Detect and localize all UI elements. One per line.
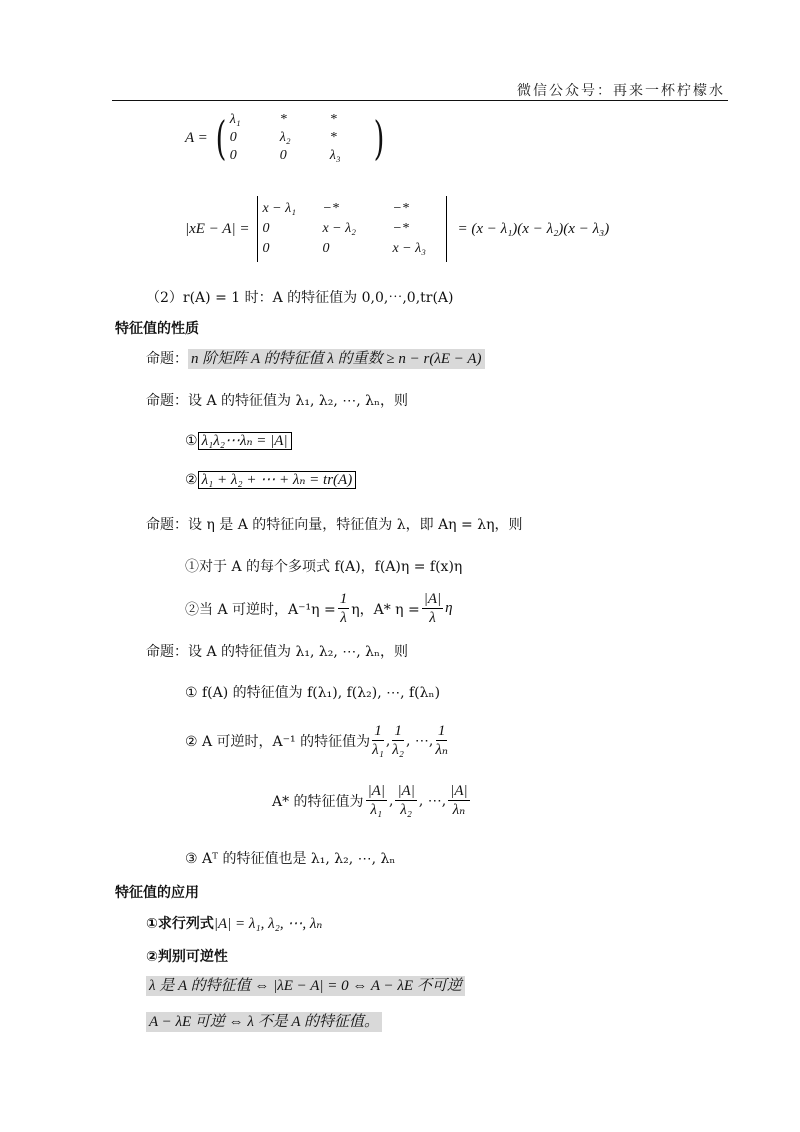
matrix-cell: λ₂ (279, 130, 291, 145)
app2-line2-highlight: A − λE 可逆 ⇔ λ 不是 A 的特征值。 (146, 1012, 382, 1032)
prop2-item1-box: λ₁λ₂⋯λₙ = |A| (198, 432, 292, 450)
app2-line1 (146, 974, 465, 995)
matrix-cell: * (329, 112, 337, 127)
frac-den: λ₂ (400, 802, 412, 818)
prop1-highlight: n 阶矩阵 A 的特征值 λ 的重数 ≥ n − r(λE − A) (188, 349, 485, 369)
frac-num: 1 (437, 723, 446, 739)
frac-num: 1 (394, 723, 402, 739)
frac-den: λ₁ (372, 742, 384, 758)
fraction (422, 590, 443, 627)
frac-num: |A| (367, 783, 385, 799)
separator: , ⋯, (418, 792, 447, 809)
det-cell: x − λ₂ (322, 221, 357, 236)
fraction (392, 722, 404, 759)
frac-den: λ₂ (392, 742, 405, 758)
separator: , (385, 732, 391, 749)
header-rule (112, 100, 728, 101)
prop3 (146, 514, 522, 534)
item-mark: ② (185, 472, 198, 488)
frac-den: λ (429, 610, 436, 626)
frac-den: λₙ (452, 802, 466, 818)
fraction (435, 722, 448, 759)
prop4-label: 命题： (146, 644, 188, 660)
app2-line2 (146, 1010, 382, 1031)
prop2-item1 (185, 431, 292, 450)
prop2-text: 设 A 的特征值为 λ₁, λ₂, ⋯, λₙ，则 (188, 393, 409, 409)
frac-num: |A| (397, 783, 415, 799)
frac-den: λ (340, 610, 347, 626)
app1-label: ①求行列式 (146, 916, 214, 932)
section-applications-title: 特征值的应用 (115, 885, 199, 901)
prop3-item2-end: η (445, 600, 453, 616)
matrix-cell: 0 (229, 130, 237, 145)
separator: , ⋯, (406, 732, 434, 749)
prop3-item2-mid: η，A* η = (351, 601, 420, 618)
prop1-label: 命题： (146, 351, 188, 367)
prop4-item1: ① f(A) 的特征值为 f(λ₁), f(λ₂), ⋯, f(λₙ) (185, 685, 441, 701)
case-2: （2）r(A) = 1 时：A 的特征值为 0,0,⋯,0,tr(A) (146, 290, 454, 306)
header-title: 微信公众号：再来一杯柠檬水 (517, 83, 725, 99)
app2-label: ②判别可逆性 (146, 949, 228, 965)
det-cell: x − λ₁ (262, 201, 297, 216)
det-xe-a (185, 196, 609, 262)
prop3-text: 设 η 是 A 的特征向量，特征值为 λ，即 Aη = λη，则 (188, 517, 523, 533)
prop4-item2-pre: ② A 可逆时，A⁻¹ 的特征值为 (185, 733, 371, 750)
fraction (338, 590, 350, 627)
prop2-item2-box: λ₁ + λ₂ + ⋯ + λₙ = tr(A) (198, 471, 357, 489)
det-cell: −* (392, 201, 409, 216)
frac-den: λ₁ (370, 802, 383, 818)
matrix-cell: λ₃ (329, 148, 341, 163)
det-lhs: |xE − A| = (185, 220, 250, 237)
det-cell: 0 (262, 221, 270, 236)
fraction (366, 782, 387, 819)
prop4-item3: ③ Aᵀ 的特征值也是 λ₁, λ₂, ⋯, λₙ (185, 851, 396, 867)
det-right-bar (446, 196, 447, 262)
app2-line1-highlight: λ 是 A 的特征值 ⇔ |λE − A| = 0 ⇔ A − λE 不可逆 (146, 976, 465, 996)
app1-formula: |A| = λ₁, λ₂, ⋯, λₙ (213, 916, 323, 932)
det-left-bar (257, 196, 258, 262)
frac-num: |A| (450, 783, 468, 799)
matrix-a-lhs: A = (185, 129, 208, 146)
det-cell: −* (322, 201, 339, 216)
prop4-item2 (185, 722, 450, 759)
app1 (146, 913, 322, 933)
matrix-a-grid (230, 112, 370, 164)
det-cell: x − λ₃ (392, 241, 427, 256)
matrix-cell: 0 (279, 148, 287, 163)
prop4-item2b (272, 782, 472, 819)
left-paren: ( (215, 111, 227, 165)
det-cell: 0 (322, 241, 330, 256)
matrix-cell: λ₁ (229, 112, 241, 127)
fraction (448, 782, 469, 819)
prop4-item2b-pre: A* 的特征值为 (272, 793, 364, 810)
prop2-label: 命题： (146, 393, 188, 409)
prop2 (146, 390, 408, 410)
frac-num: 1 (339, 591, 348, 607)
det-cell: −* (392, 221, 409, 236)
det-cell: 0 (262, 241, 270, 256)
separator: , (388, 792, 394, 809)
frac-num: 1 (374, 723, 382, 739)
frac-den: λₙ (435, 742, 448, 758)
prop3-item2-pre: ②当 A 可逆时，A⁻¹η = (185, 601, 336, 618)
det-grid (262, 201, 442, 257)
prop4-text: 设 A 的特征值为 λ₁, λ₂, ⋯, λₙ，则 (188, 644, 409, 660)
matrix-cell: * (329, 130, 337, 145)
fraction (395, 782, 416, 819)
right-paren: ) (373, 111, 385, 165)
item-mark: ① (185, 433, 198, 449)
matrix-a (185, 108, 388, 168)
prop3-label: 命题： (146, 517, 188, 533)
matrix-cell: * (279, 112, 287, 127)
prop3-item1: ①对于 A 的每个多项式 f(A)，f(A)η = f(x)η (185, 559, 463, 575)
section-properties-title: 特征值的性质 (115, 321, 199, 337)
matrix-cell: 0 (229, 148, 237, 163)
det-rhs: = (x − λ₁)(x − λ₂)(x − λ₃) (457, 220, 610, 237)
prop3-item2 (185, 590, 453, 627)
fraction (372, 722, 384, 759)
prop1 (146, 347, 485, 368)
prop4 (146, 641, 408, 661)
prop2-item2 (185, 470, 356, 489)
frac-num: |A| (423, 591, 442, 607)
